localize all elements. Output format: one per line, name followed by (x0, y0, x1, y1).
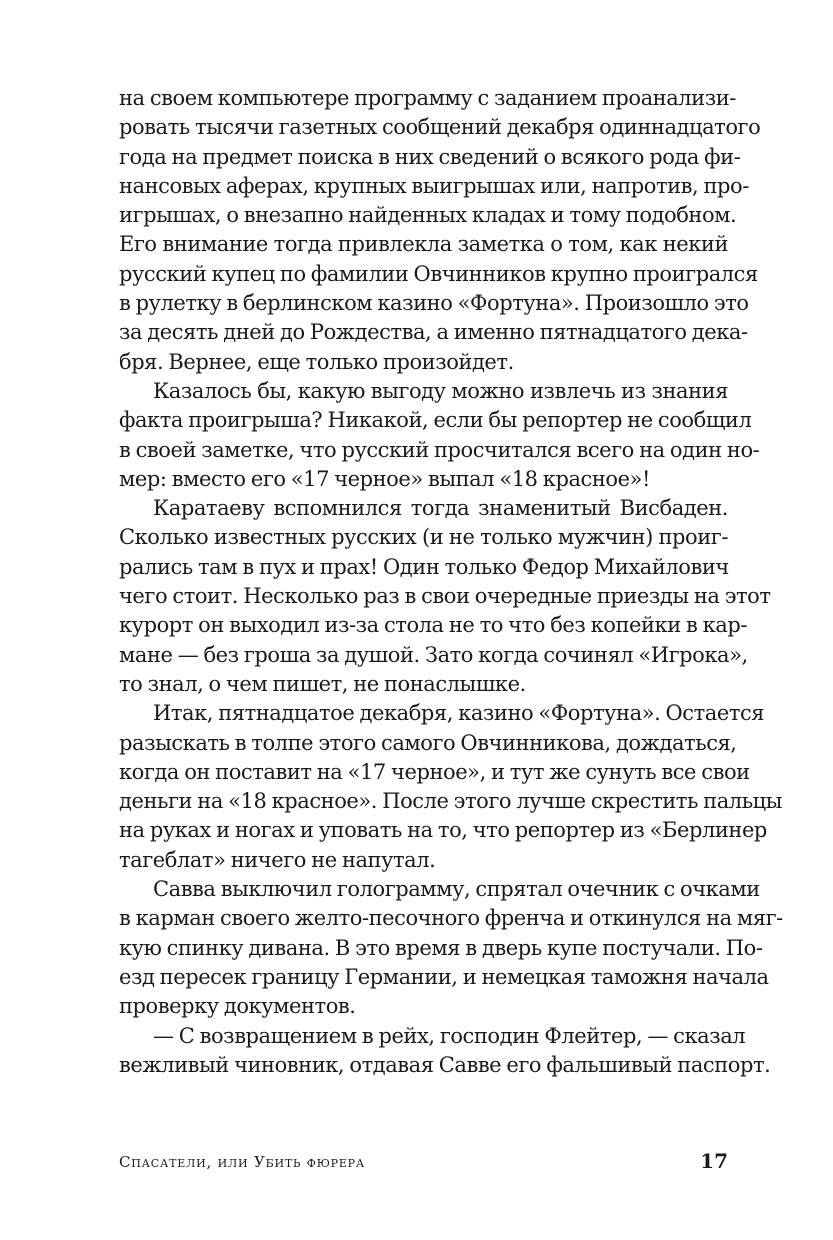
text-line: на своем компьютере программу с заданием проанализи- (119, 86, 736, 110)
text-line: Сколько известных русских (и не только мужчин) проиг- (119, 525, 728, 550)
text-line: в карман своего желто-песочного френча и откинулся на мяг- (119, 906, 783, 931)
text-line: тагеблат» ничего не напутал. (119, 847, 436, 872)
text-line: года на предмет поиска в них сведений о всякого рода фи- (119, 144, 741, 169)
text-line: факта проигрыша? Никакой, если бы репортер не сообщил (119, 408, 752, 433)
text-line: кую спинку дивана. В это время в дверь купе постучали. По- (119, 935, 763, 960)
text-line: за десять дней до Рождества, а именно пятнадцатого дека- (119, 320, 748, 345)
text-line: то знал, о чем пишет, не понаслышке. (119, 671, 526, 696)
text-line: Итак, пятнадцатое декабря, казино «Фортуна». Остается (153, 701, 765, 726)
text-line: вежливый чиновник, отдавая Савве его фальшивый паспорт. (119, 1052, 771, 1077)
text-line: русский купец по фамилии Овчинников крупно проигрался (119, 261, 758, 286)
text-line: нансовых аферах, крупных выигрышах или, напротив, про- (119, 173, 749, 198)
text-line: Его внимание тогда привлекла заметка о том, как некий (119, 232, 728, 257)
text-line: разыскать в толпе этого самого Овчинникова, дождаться, (119, 730, 737, 755)
text-line: чего стоит. Несколько раз в свои очередные приезды на этот (119, 584, 771, 609)
text-line: мане — без гроша за душой. Зато когда сочинял «Игрока», (119, 642, 748, 667)
page-footer (119, 1149, 728, 1179)
body-text (119, 84, 783, 1080)
text-line: курорт он выходил из-за стола не то что без копейки в кар- (119, 613, 747, 638)
text-line: ровать тысячи газетных сообщений декабря одиннадцатого (119, 115, 761, 140)
page-number: 17 (700, 1149, 728, 1173)
text-line: проверку документов. (119, 994, 356, 1019)
text-line: деньги на «18 красное». После этого лучше скрестить пальцы (119, 789, 782, 814)
text-line: — С возвращением в рейх, господин Флейтер, — сказал (153, 1023, 746, 1048)
text-line: Савва выключил голограмму, спрятал очечник с очками (153, 877, 760, 902)
running-title: Спасатели, или Убить фюрера (119, 1153, 366, 1171)
text-line: бря. Вернее, еще только произойдет. (119, 349, 514, 374)
text-line: когда он поставит на «17 черное», и тут же сунуть все свои (119, 759, 750, 784)
text-line: рались там в пух и прах! Один только Федор Михайлович (119, 554, 729, 579)
text-line: на руках и ногах и уповать на то, что репортер из «Берлинер (119, 818, 767, 843)
text-line: езд пересек границу Германии, и немецкая таможня начала (119, 964, 769, 989)
text-line: в рулетку в берлинском казино «Фортуна». Произошло это (119, 291, 749, 316)
text-line: в своей заметке, что русский просчитался всего на один но- (119, 437, 760, 462)
text-line: Каратаеву вспомнился тогда знаменитый Висбаден. (153, 496, 728, 521)
text-line: игрышах, о внезапно найденных кладах и тому подобном. (119, 203, 737, 228)
text-line: мер: вместо его «17 черное» выпал «18 красное»! (119, 466, 650, 491)
text-line: Казалось бы, какую выгоду можно извлечь из знания (153, 378, 728, 403)
